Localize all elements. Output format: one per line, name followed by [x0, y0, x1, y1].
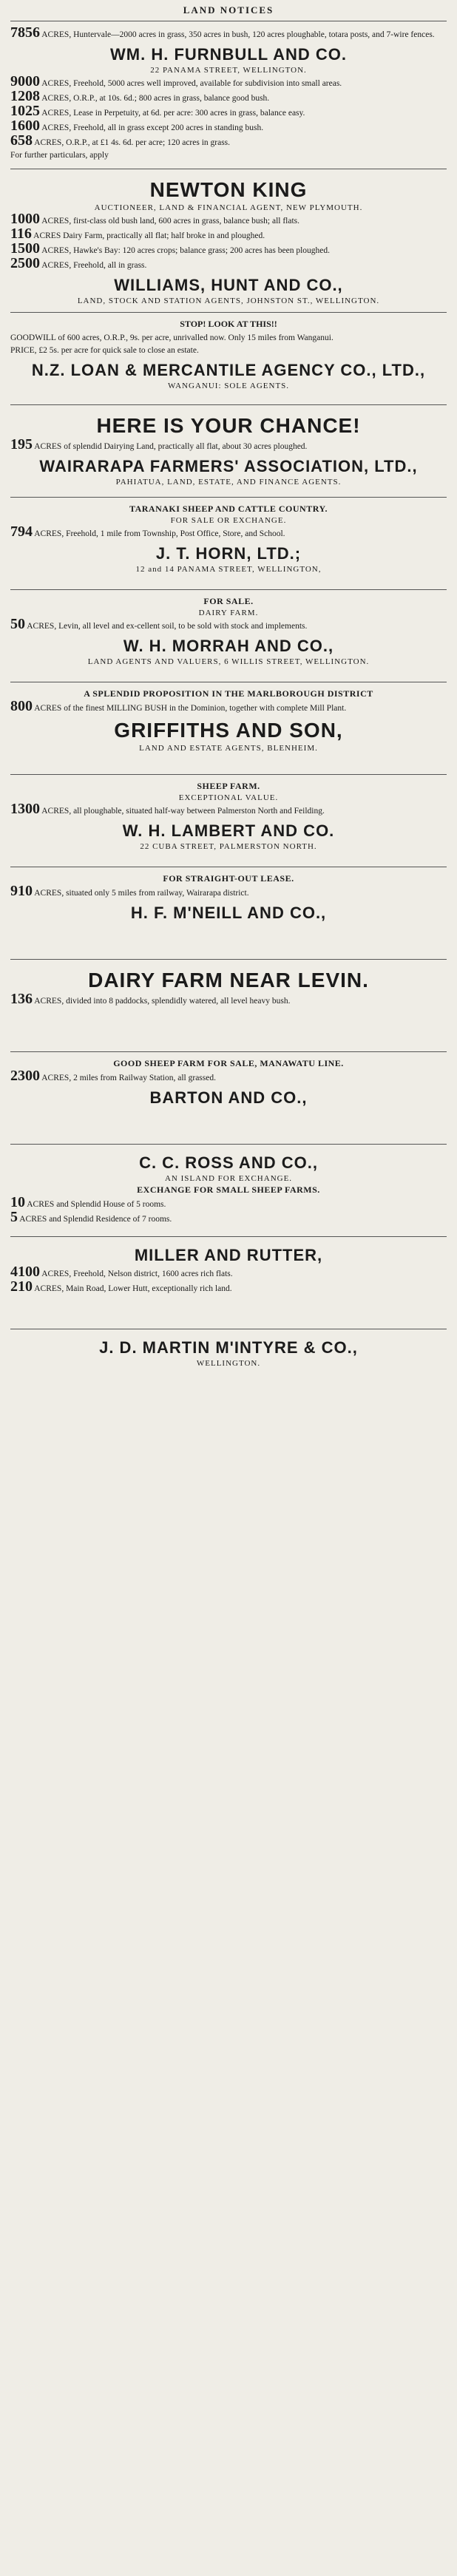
listing: 658 ACRES, O.R.P., at £1 4s. 6d. per acre; 120 acres in grass.: [10, 132, 231, 149]
ad-furnbull: [10, 21, 447, 169]
listing: 1208 ACRES, O.R.P., at 10s. 6d.; 800 acres in grass, balance good bush.: [10, 88, 270, 104]
column-heading: LAND NOTICES: [10, 3, 447, 21]
advertiser-address: 22 PANAMA STREET, WELLINGTON.: [150, 66, 307, 75]
advertiser-address: WELLINGTON.: [196, 1359, 261, 1368]
heading: FOR SALE.: [203, 596, 254, 606]
price: PRICE, £2 5s. per acre for quick sale to close an estate.: [10, 346, 199, 355]
ad-morrah: [10, 590, 447, 682]
heading: FOR STRAIGHT-OUT LEASE.: [163, 873, 294, 884]
listing: 50 ACRES, Levin, all level and ex-cellent soil, to be sold with stock and implements.: [10, 616, 308, 632]
subheading: FOR SALE OR EXCHANGE.: [170, 516, 287, 525]
heading: EXCHANGE FOR SMALL SHEEP FARMS.: [137, 1184, 320, 1195]
heading: A SPLENDID PROPOSITION IN THE MARLBOROUGH DISTRICT: [84, 688, 373, 699]
listing: 1300 ACRES, all ploughable, situated half-way between Palmerston North and Feilding.: [10, 801, 325, 817]
advertiser-name: BARTON AND CO.,: [149, 1088, 308, 1107]
advertiser-name: W. H. MORRAH AND CO.,: [123, 637, 334, 655]
advertiser-name: WILLIAMS, HUNT AND CO.,: [114, 276, 343, 294]
advertiser-title: LAND AGENTS AND VALUERS, 6 WILLIS STREET, WELLINGTON.: [87, 657, 370, 666]
heading: GOOD SHEEP FARM FOR SALE, MANAWATU LINE.: [113, 1058, 344, 1068]
ad-dairy-levin: [10, 960, 447, 1052]
heading: TARANAKI SHEEP AND CATTLE COUNTRY.: [129, 504, 328, 514]
heading: SHEEP FARM.: [197, 781, 260, 791]
body: GOODWILL of 600 acres, O.R.P., 9s. per acre, unrivalled now. Only 15 miles from Wanganui.: [10, 333, 334, 342]
headline: STOP! LOOK AT THIS!!: [180, 319, 277, 329]
advertiser-name: WM. H. FURNBULL AND CO.: [110, 45, 347, 64]
advertiser-name: N.Z. LOAN & MERCANTILE AGENCY CO., LTD.,: [31, 361, 426, 379]
ad-newton-king: [10, 169, 447, 313]
ad-lambert: [10, 775, 447, 867]
listing: 9000 ACRES, Freehold, 5000 acres well improved, available for subdivision into small areas.: [10, 73, 342, 89]
ad-barton: [10, 1052, 447, 1145]
subheading: EXCEPTIONAL VALUE.: [178, 793, 279, 802]
listing: 1600 ACRES, Freehold, all in grass except 200 acres in standing bush.: [10, 118, 264, 134]
listing: 800 ACRES of the finest MILLING BUSH in the Dominion, together with complete Mill Plant.: [10, 698, 347, 714]
ad-horn: [10, 498, 447, 590]
advertiser-sub: PAHIATUA, LAND, ESTATE, AND FINANCE AGENTS.: [115, 478, 342, 487]
listing: 1025 ACRES, Lease in Perpetuity, at 6d. per acre: 300 acres in grass, balance easy.: [10, 103, 305, 119]
headline: DAIRY FARM NEAR LEVIN.: [88, 969, 369, 992]
listing: 2500 ACRES, Freehold, all in grass.: [10, 255, 147, 271]
listing: 136 ACRES, divided into 8 paddocks, splendidly watered, all level heavy bush.: [10, 991, 291, 1007]
ad-griffiths: [10, 682, 447, 775]
subheading: AN ISLAND FOR EXCHANGE.: [164, 1174, 293, 1183]
listing: 794 ACRES, Freehold, 1 mile from Township, Post Office, Store, and School.: [10, 523, 285, 540]
advertiser-name: C. C. ROSS AND CO.,: [139, 1153, 318, 1172]
listing: 910 ACRES, situated only 5 miles from railway, Wairarapa district.: [10, 883, 249, 899]
listing: 195 ACRES of splendid Dairying Land, practically all flat, about 30 acres ploughed.: [10, 436, 308, 453]
listing: 5 ACRES and Splendid Residence of 7 rooms.: [10, 1209, 172, 1225]
advertiser-name: H. F. M'NEILL AND CO.,: [130, 904, 327, 922]
headline: HERE IS YOUR CHANCE!: [96, 414, 361, 437]
subheading: DAIRY FARM.: [198, 609, 259, 617]
ad-wairarapa: [10, 405, 447, 498]
advertiser-name: WAIRARAPA FARMERS' ASSOCIATION, LTD.,: [39, 457, 418, 475]
note: For further particulars, apply: [10, 151, 109, 160]
listing: 1000 ACRES, first-class old bush land, 600 acres in grass, balance bush; all flats.: [10, 211, 300, 227]
listing: 7856 ACRES, Huntervale—2000 acres in grass, 350 acres in bush, 120 acres ploughable, totara posts, and 7-wire fences.: [10, 24, 435, 41]
advertiser-title: LAND, STOCK AND STATION AGENTS, JOHNSTON ST., WELLINGTON.: [77, 296, 380, 305]
advertiser-title: 22 CUBA STREET, PALMERSTON NORTH.: [140, 842, 317, 851]
ad-miller: [10, 1237, 447, 1329]
ad-nz-loan: [10, 313, 447, 405]
advertiser-title: AUCTIONEER, LAND & FINANCIAL AGENT, NEW PLYMOUTH.: [94, 203, 363, 212]
ad-martin: [10, 1329, 447, 1375]
listing: 116 ACRES Dairy Farm, practically all flat; half broke in and ploughed.: [10, 226, 265, 242]
ad-mneill: [10, 867, 447, 960]
advertiser-title: LAND AND ESTATE AGENTS, BLENHEIM.: [139, 744, 318, 753]
advertiser-name: GRIFFITHS AND SON,: [114, 719, 343, 742]
advertiser-name: J. D. MARTIN M'INTYRE & CO.,: [99, 1338, 358, 1357]
listing: 210 ACRES, Main Road, Lower Hutt, exceptionally rich land.: [10, 1278, 232, 1295]
advertiser-name: W. H. LAMBERT AND CO.: [122, 821, 335, 840]
listing: 4100 ACRES, Freehold, Nelson district, 1600 acres rich flats.: [10, 1264, 233, 1280]
advertiser-sub: WANGANUI: SOLE AGENTS.: [167, 382, 290, 390]
listing: 2300 ACRES, 2 miles from Railway Station, all grassed.: [10, 1068, 216, 1084]
advertiser-name: MILLER AND RUTTER,: [134, 1246, 323, 1264]
advertiser-name: J. T. HORN, LTD.;: [155, 544, 302, 563]
ad-ross: [10, 1145, 447, 1237]
advertiser-name: NEWTON KING: [149, 178, 308, 201]
advertiser-address: 12 and 14 PANAMA STREET, WELLINGTON,: [135, 565, 322, 574]
listing: 1500 ACRES, Hawke's Bay: 120 acres crops; balance grass; 200 acres has been ploughed.: [10, 240, 331, 257]
listing: 10 ACRES and Splendid House of 5 rooms.: [10, 1194, 166, 1210]
